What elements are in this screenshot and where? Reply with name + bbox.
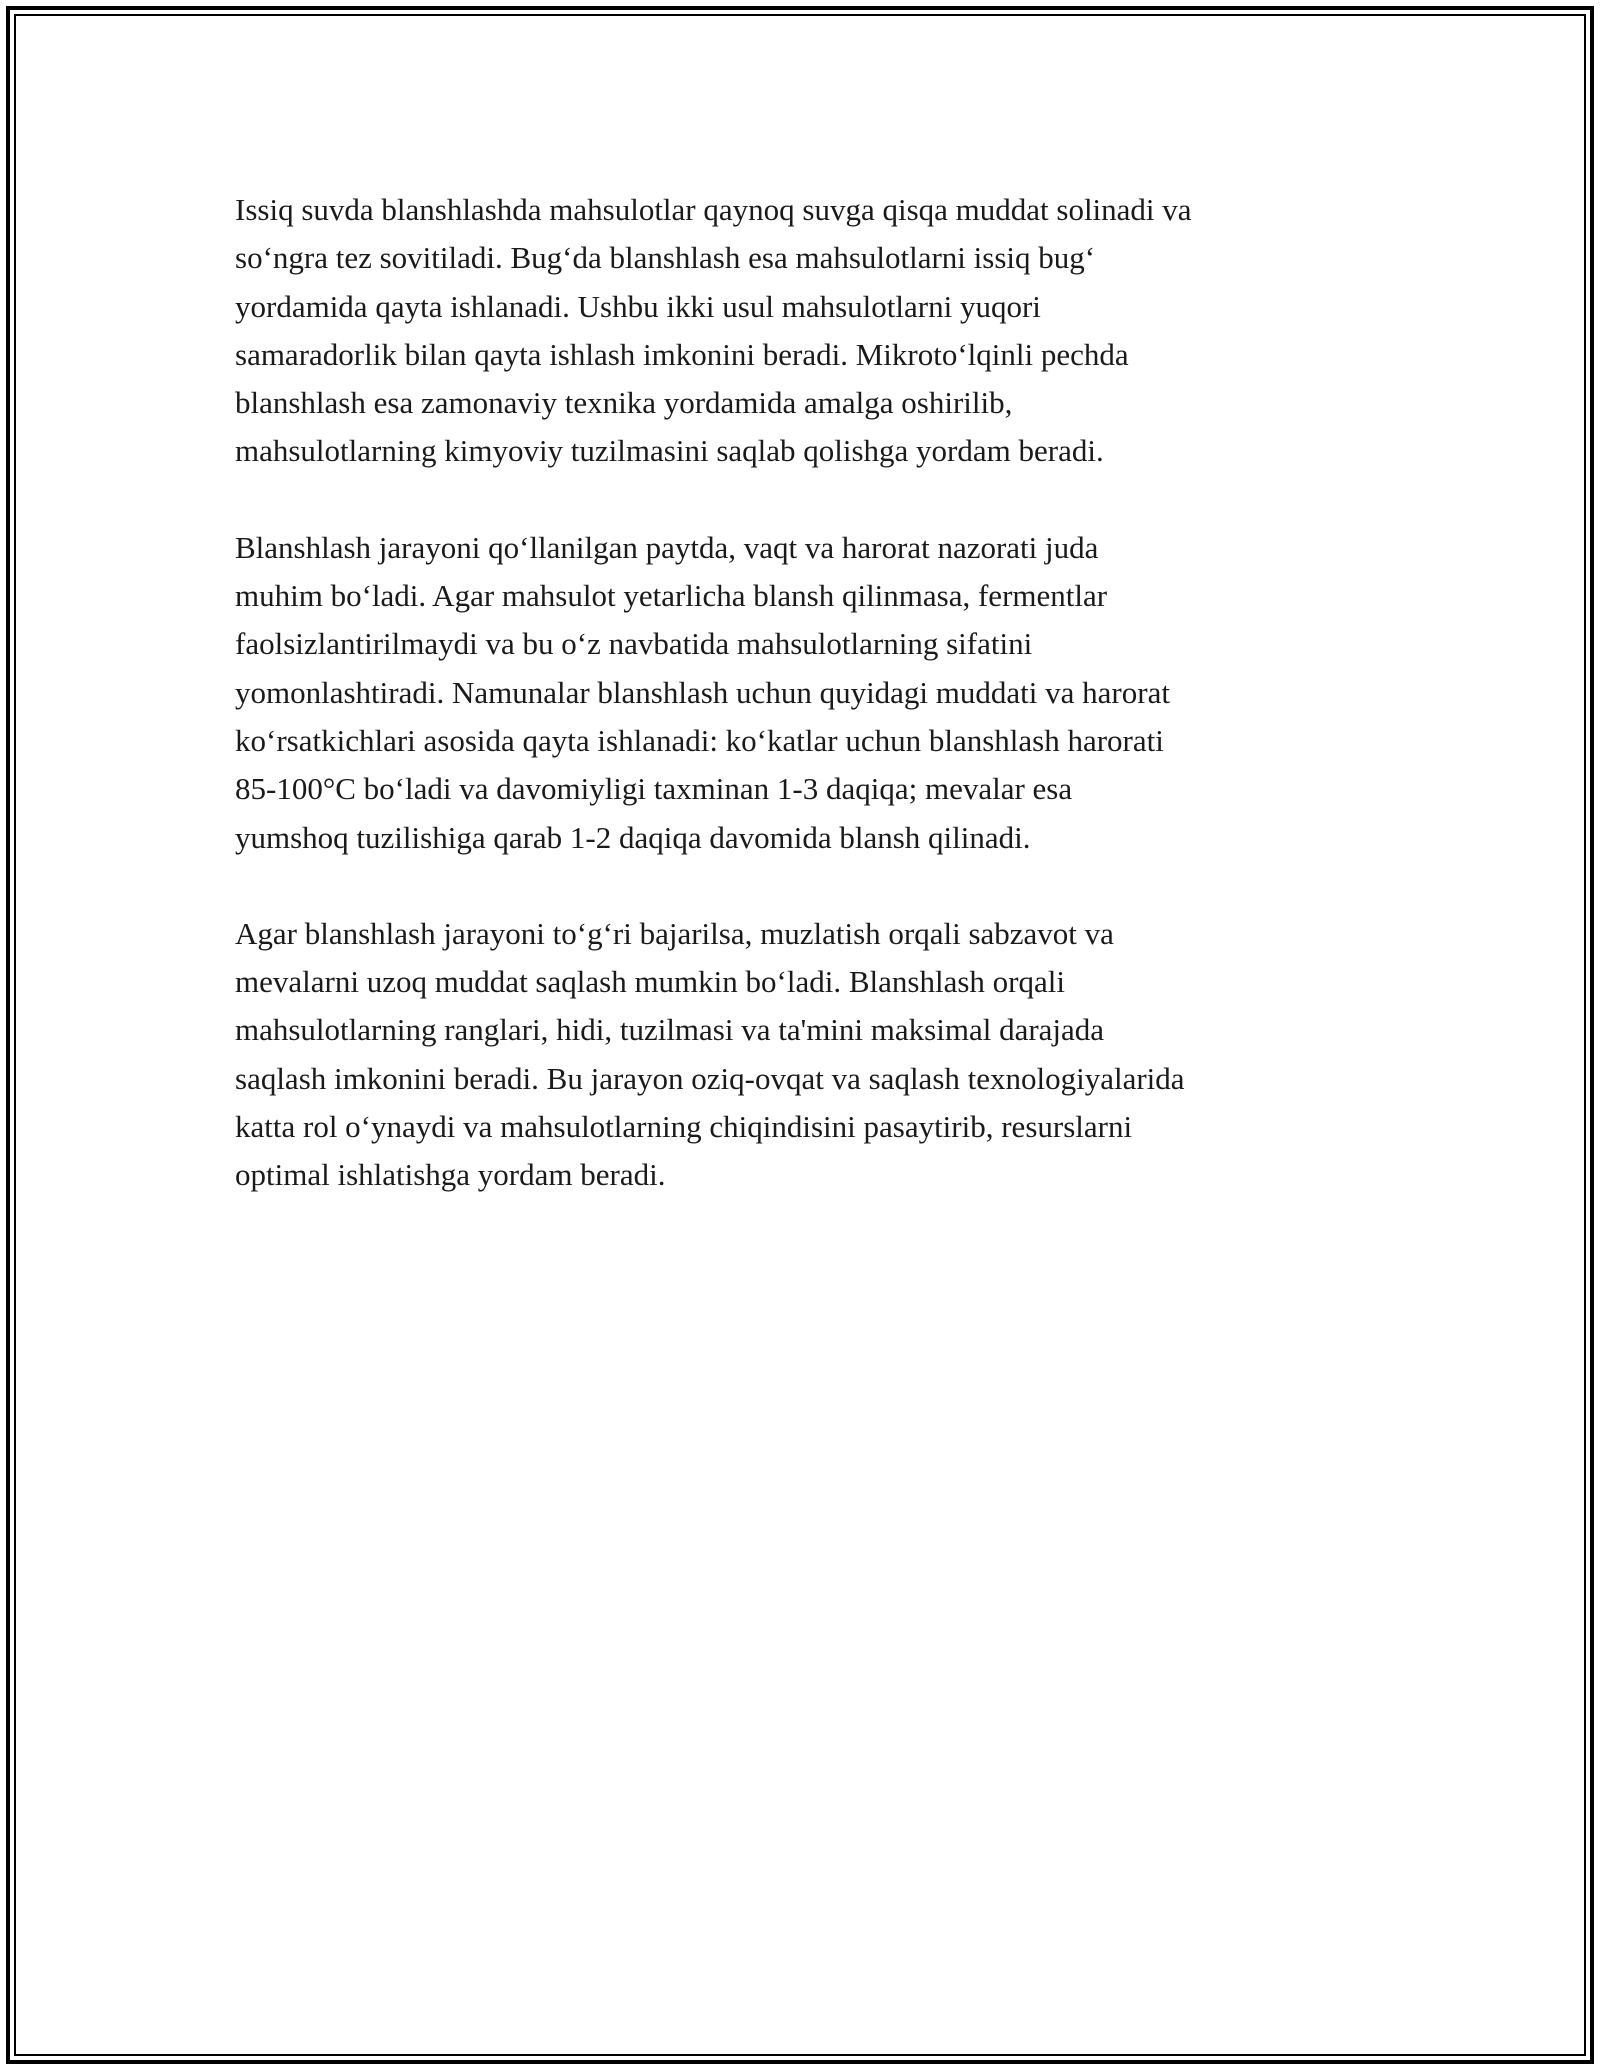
text-line: muhim bo‘ladi. Agar mahsulot yetarlicha blansh qilinmasa, fermentlar (235, 578, 1108, 614)
text-line: Blanshlash jarayoni qo‘llanilgan paytda, vaqt va harorat nazorati juda (235, 529, 1099, 565)
text-line: 85-100°C bo‘ladi va davomiyligi taxminan 1-3 daqiqa; mevalar esa (235, 771, 1073, 807)
text-line: yumshoq tuzilishiga qarab 1-2 daqiqa davomida blansh qilinadi. (235, 819, 1031, 855)
document-body (235, 186, 1385, 1248)
text-line: samaradorlik bilan qayta ishlash imkonini beradi. Mikroto‘lqinli pechda (235, 336, 1129, 372)
text-line: faolsizlantirilmaydi va bu o‘z navbatida mahsulotlarning sifatini (235, 626, 1033, 662)
text-line: blanshlash esa zamonaviy texnika yordamida amalga oshirilib, (235, 385, 1013, 421)
text-line: Agar blanshlash jarayoni to‘g‘ri bajarilsa, muzlatish orqali sabzavot va (235, 915, 1114, 951)
text-line: ko‘rsatkichlari asosida qayta ishlanadi: ko‘katlar uchun blanshlash harorati (235, 722, 1164, 758)
text-line: saqlash imkonini beradi. Bu jarayon oziq-ovqat va saqlash texnologiyalarida (235, 1060, 1185, 1096)
text-line: so‘ngra tez sovitiladi. Bug‘da blanshlash esa mahsulotlarni issiq bug‘ (235, 240, 1096, 276)
text-line: Issiq suvda blanshlashda mahsulotlar qaynoq suvga qisqa muddat solinadi va (235, 192, 1192, 227)
paragraph-2 (235, 524, 1385, 862)
text-line: mahsulotlarning kimyoviy tuzilmasini saqlab qolishga yordam beradi. (235, 433, 1104, 469)
text-line: mahsulotlarning ranglari, hidi, tuzilmasi va ta'mini maksimal darajada (235, 1012, 1105, 1048)
paragraph-3 (235, 910, 1385, 1200)
text-line: yomonlashtiradi. Namunalar blanshlash uchun quyidagi muddati va harorat (235, 674, 1170, 710)
text-line: yordamida qayta ishlanadi. Ushbu ikki usul mahsulotlarni yuqori (235, 288, 1041, 324)
paragraph-1 (235, 186, 1385, 476)
text-line: katta rol o‘ynaydi va mahsulotlarning chiqindisini pasaytirib, resurslarni (235, 1109, 1133, 1145)
text-line: mevalarni uzoq muddat saqlash mumkin bo‘ladi. Blanshlash orqali (235, 964, 1065, 1000)
text-line: optimal ishlatishga yordam beradi. (235, 1157, 666, 1193)
